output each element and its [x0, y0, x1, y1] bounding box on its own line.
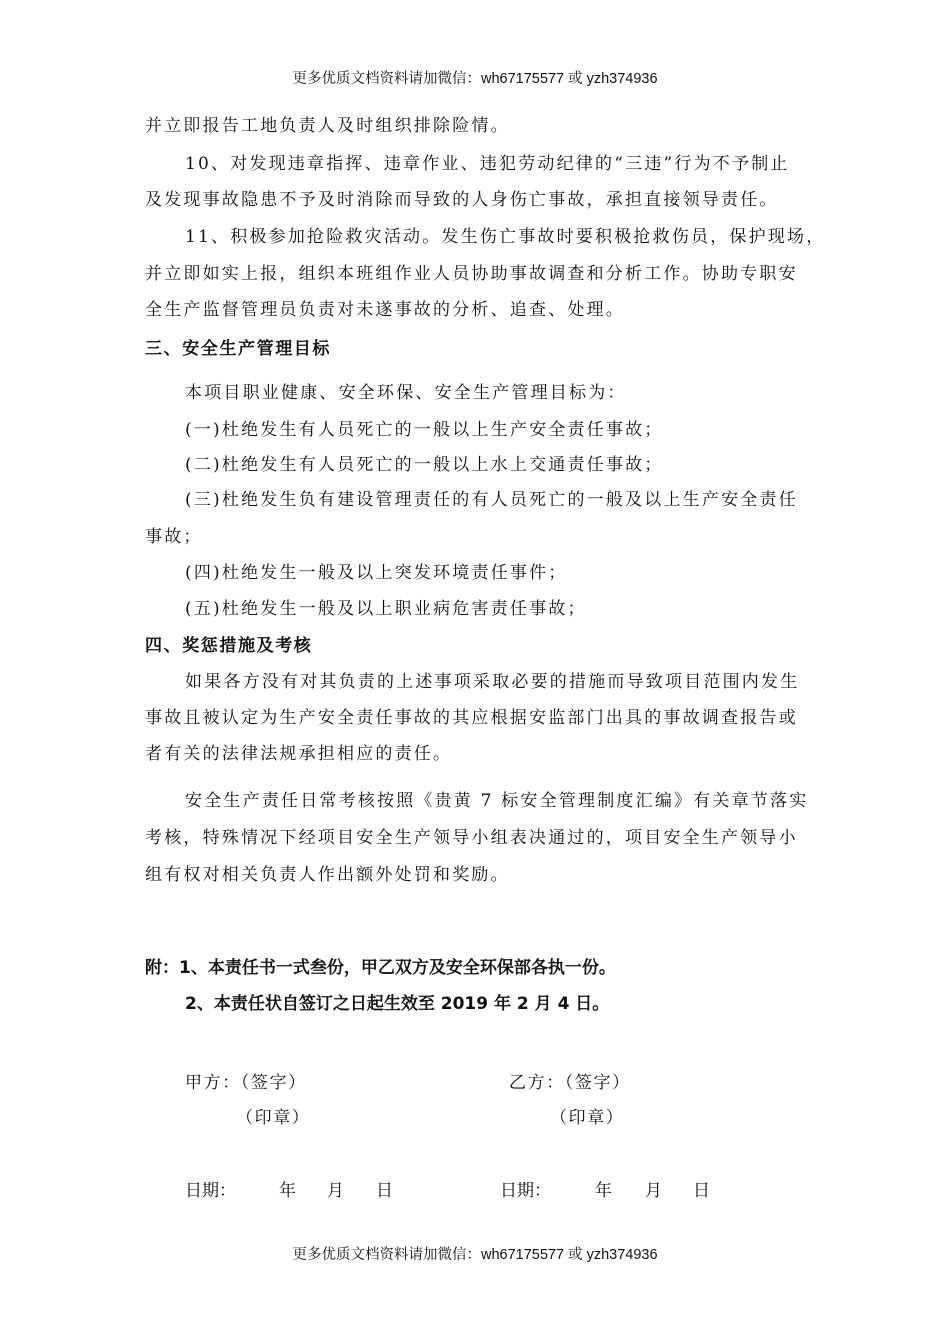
section-4-p2-line-1: 安全生产责任日常考核按照《贵黄 7 标安全管理制度汇编》有关章节落实 [185, 791, 809, 811]
item-11-line-1: 11、积极参加抢险救灾活动。发生伤亡事故时要积极抢救伤员，保护现场， [185, 227, 826, 247]
appendix-note-1: 附：1、本责任书一式叁份，甲乙双方及安全环保部各执一份。 [145, 958, 616, 978]
section-4-p1-line-2: 事故且被认定为生产安全责任事故的其应根据安监部门出具的事故调查报告或 [145, 708, 798, 728]
item-11-line-3: 全生产监督管理员负责对未遂事故的分析、追查、处理。 [145, 300, 625, 320]
goal-5: (五)杜绝发生一般及以上职业病危害责任事故； [185, 599, 587, 619]
section-4-heading: 四、奖惩措施及考核 [145, 636, 313, 656]
page-header-contact: 更多优质文档资料请加微信：wh67175577 或 yzh374936 [292, 71, 658, 87]
date-month-a: 月 [327, 1181, 344, 1201]
section-4-p1-line-3: 者有关的法律法规承担相应的责任。 [145, 744, 453, 764]
date-label-b: 日期： [500, 1181, 551, 1201]
date-year-b: 年 [595, 1181, 612, 1201]
date-year-a: 年 [279, 1181, 296, 1201]
goal-4: (四)杜绝发生一般及以上突发环境责任事件； [185, 563, 568, 583]
party-b-seal: （印章） [550, 1108, 625, 1128]
body-line: 并立即报告工地负责人及时组织排除险情。 [145, 116, 510, 136]
party-b-signature: 乙方：（签字） [509, 1073, 631, 1093]
section-4-p2-line-3: 组有权对相关负责人作出额外处罚和奖励。 [145, 865, 510, 885]
section-4-p2-line-2: 考核，特殊情况下经项目安全生产领导小组表决通过的，项目安全生产领导小 [145, 828, 798, 848]
item-10-line-1: 10、对发现违章指挥、违章作业、违犯劳动纪律的“三违”行为不予制止 [185, 154, 790, 174]
date-label-a: 日期： [185, 1181, 236, 1201]
page-footer-contact: 更多优质文档资料请加微信：wh67175577 或 yzh374936 [292, 1247, 658, 1263]
date-month-b: 月 [645, 1181, 662, 1201]
party-a-seal: （印章） [236, 1108, 311, 1128]
section-3-heading: 三、安全生产管理目标 [145, 339, 331, 359]
goal-2: (二)杜绝发生有人员死亡的一般以上水上交通责任事故； [185, 455, 664, 475]
goal-1: (一)杜绝发生有人员死亡的一般以上生产安全责任事故； [185, 420, 664, 440]
date-day-b: 日 [693, 1181, 710, 1201]
appendix-note-2: 2、本责任状自签订之日起生效至 2019 年 2 月 4 日。 [185, 994, 610, 1014]
section-3-intro: 本项目职业健康、安全环保、安全生产管理目标为： [185, 383, 627, 403]
date-day-a: 日 [376, 1181, 393, 1201]
item-11-line-2: 并立即如实上报，组织本班组作业人员协助事故调查和分析工作。协助专职安 [145, 264, 798, 284]
party-a-signature: 甲方：（签字） [185, 1073, 307, 1093]
goal-3-line-1: (三)杜绝发生负有建设管理责任的有人员死亡的一般及以上生产安全责任 [185, 490, 798, 510]
item-10-line-2: 及发现事故隐患不予及时消除而导致的人身伤亡事故，承担直接领导责任。 [145, 190, 779, 210]
goal-3-line-2: 事故； [145, 527, 203, 547]
section-4-p1-line-1: 如果各方没有对其负责的上述事项采取必要的措施而导致项目范围内发生 [185, 672, 800, 692]
